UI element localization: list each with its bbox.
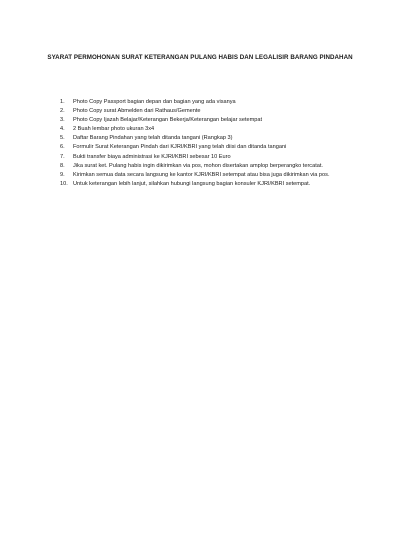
list-item: [60, 162, 360, 171]
list-item: [60, 116, 360, 125]
list-item-text: Daftar Barang Pindahan yang telah ditanda tangani (Rangkap 3): [73, 135, 233, 142]
list-item: [60, 143, 360, 152]
list-item-text: Photo Copy Ijazah Belajar/Keterangan Bekerja/Keterangan belajar setempat: [73, 117, 263, 124]
list-item-number: 2.: [60, 108, 65, 115]
list-item: [60, 98, 360, 107]
list-item: [60, 180, 360, 189]
requirements-list: [60, 98, 360, 189]
list-item-number: 6.: [60, 144, 65, 151]
list-item-number: 7.: [60, 153, 65, 160]
list-item: [60, 134, 360, 143]
list-item: [60, 107, 360, 116]
list-item-number: 8.: [60, 162, 65, 169]
list-item: [60, 125, 360, 134]
list-item-text: Bukti transfer biaya administrasi ke KJRI/KBRI sebesar 10 Euro: [73, 153, 231, 160]
list-item: [60, 171, 360, 180]
list-item-text: Untuk keterangan lebih lanjut, silahkan hubungi langsung bagian konsuler KJRI/KBRI setempat.: [73, 180, 311, 187]
list-item-text: Formulir Surat Keterangan Pindah dari KJRI/KBRI yang telah diisi dan ditanda tangani: [73, 144, 287, 151]
list-item-text: Jika surat ket. Pulang habis ingin dikirimkan via pos, mohon disertakan amplop berperangko tercatat.: [73, 162, 323, 169]
list-item-number: 1.: [60, 99, 65, 105]
list-item-text: Photo Copy surat Abmelden dari Rathaus/Gemente: [73, 108, 201, 115]
list-item: [60, 153, 360, 162]
list-item-number: 4.: [60, 126, 65, 133]
list-item-number: 10.: [60, 180, 68, 187]
list-item-text: Photo Copy Passport bagian depan dan bagian yang ada visanya: [73, 99, 236, 105]
list-item-number: 3.: [60, 117, 65, 124]
list-item-number: 9.: [60, 171, 65, 178]
document-title: SYARAT PERMOHONAN SURAT KETERANGAN PULANG HABIS DAN LEGALISIR BARANG PINDAHAN: [47, 54, 353, 61]
list-item-number: 5.: [60, 135, 65, 142]
list-item-text: Kirimkan semua data secara langsung ke kantor KJRI/KBRI setempat atau bisa juga dikirimkan via pos.: [73, 171, 330, 178]
list-item-text: 2 Buah lembar photo ukuran 3x4: [73, 126, 155, 133]
